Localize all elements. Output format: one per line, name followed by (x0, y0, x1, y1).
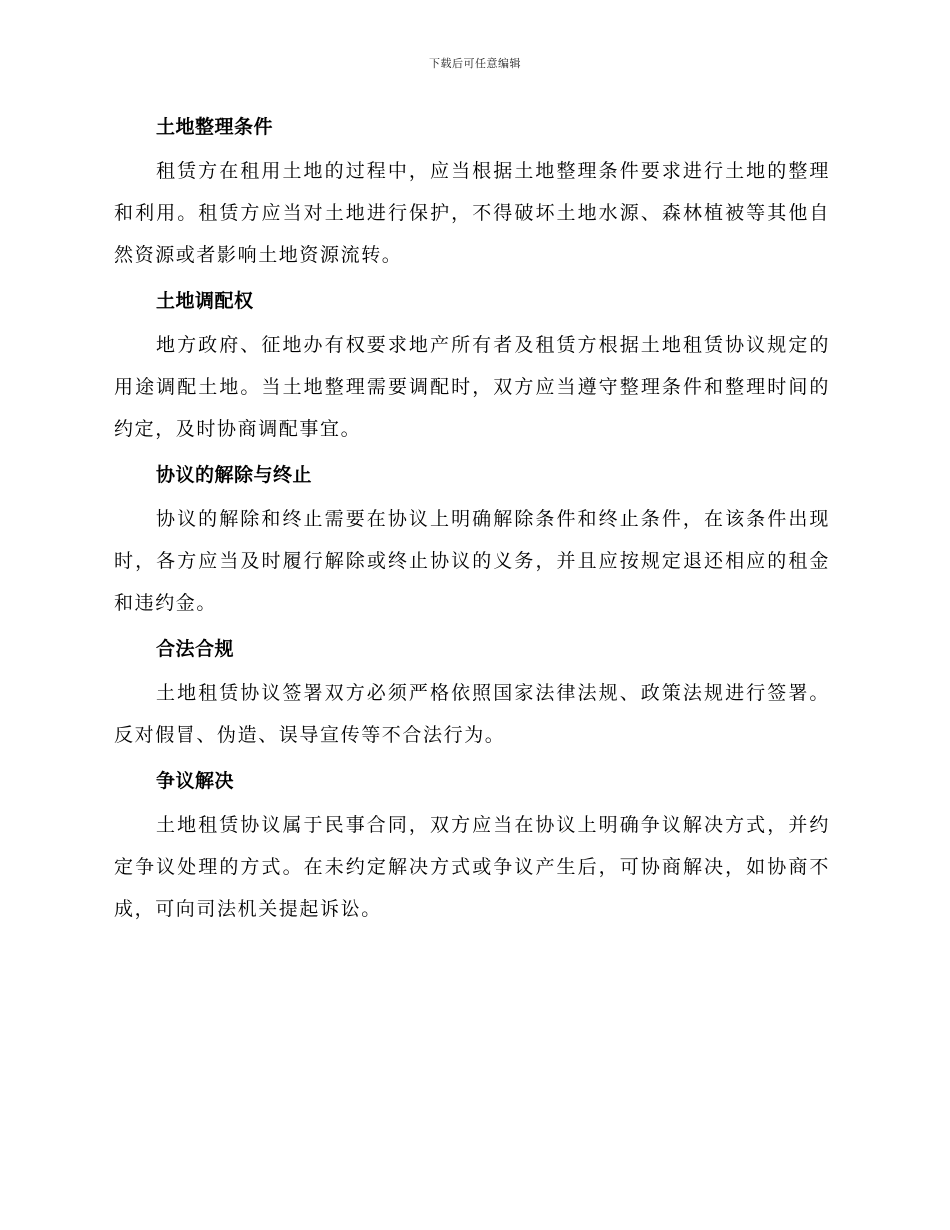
section-land-consolidation (114, 104, 830, 276)
section-body: 土地租赁协议签署双方必须严格依照国家法律法规、政策法规进行签署。反对假冒、伪造、误导宣传等不合法行为。 (114, 682, 830, 746)
section-land-allocation (114, 278, 830, 450)
section-heading: 合法合规 (156, 638, 235, 660)
page-header: 下载后可任意编辑 (429, 57, 521, 70)
section-body: 租赁方在租用土地的过程中，应当根据土地整理条件要求进行土地的整理和利用。租赁方应当对土地进行保护，不得破坏土地水源、森林植被等其他自然资源或者影响土地资源流转。 (114, 160, 830, 266)
section-heading: 土地调配权 (156, 290, 254, 312)
section-body: 地方政府、征地办有权要求地产所有者及租赁方根据土地租赁协议规定的用途调配土地。当土地整理需要调配时，双方应当遵守整理条件和整理时间的约定，及时协商调配事宜。 (114, 334, 830, 440)
document-content (114, 104, 830, 932)
section-heading: 争议解决 (156, 770, 235, 792)
section-dispute-resolution (114, 758, 830, 930)
section-compliance (114, 626, 830, 756)
section-heading: 土地整理条件 (156, 116, 274, 138)
section-body: 协议的解除和终止需要在协议上明确解除条件和终止条件，在该条件出现时，各方应当及时履行解除或终止协议的义务，并且应按规定退还相应的租金和违约金。 (114, 508, 830, 614)
section-body: 土地租赁协议属于民事合同，双方应当在协议上明确争议解决方式，并约定争议处理的方式。在未约定解决方式或争议产生后，可协商解决，如协商不成，可向司法机关提起诉讼。 (114, 814, 830, 920)
section-termination (114, 452, 830, 624)
section-heading: 协议的解除与终止 (156, 464, 313, 486)
